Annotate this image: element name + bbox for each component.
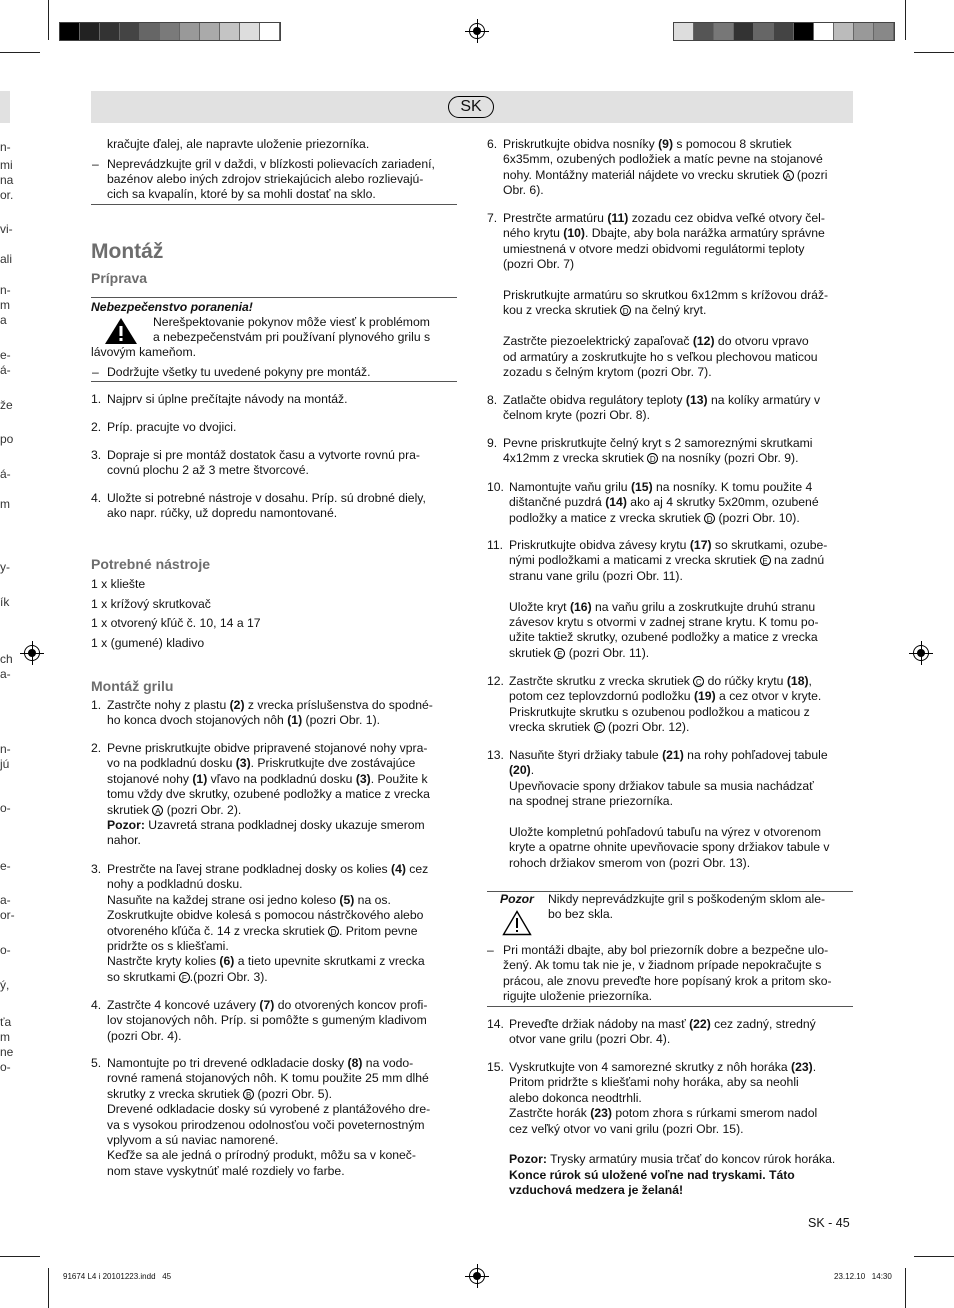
margin-fragment: a [0, 313, 7, 327]
text-line: Priskrutkujte skrutku s ozubenou podložkou a maticou z [509, 704, 810, 719]
margin-fragment: m [0, 298, 10, 312]
registration-mark-bottom [469, 1268, 485, 1284]
text-line: závesov krytu s otvormi v zadnej strane krytu. K tomu po- [509, 615, 819, 629]
text-line: (pozri Obr. 4). [107, 1028, 182, 1043]
step-number: 6. [487, 137, 498, 151]
step-number: 3. [91, 862, 102, 876]
caution-label: Pozor [500, 892, 534, 906]
text-line: Pevne priskrutkujte čelný kryt s 2 samoreznými skrutkami [503, 436, 813, 450]
subsection-title: Príprava [91, 270, 148, 286]
text-line: Namontujte vaňu grilu (15) na nosníky. K tomu použite 4 [509, 480, 813, 494]
margin-fragment: n- [0, 283, 11, 297]
text-line: 4x12mm z vrecka skrutiek D na nosníky (pozri Obr. 9). [503, 451, 799, 466]
text-line: ako napr. rúčky, už dopredu namontované. [107, 506, 338, 521]
danger-text: lávovým kameňom. [91, 345, 196, 359]
text-line: Prestrčte na ľavej strane podkladnej dosky os kolies (4) cez [107, 862, 429, 876]
text-line: 6x35mm, ozubených podložiek a matíc pevne na stojanové [503, 152, 823, 167]
margin-fragment: m [0, 1030, 10, 1044]
margin-fragment: m [0, 497, 10, 511]
caution-text: bo bez skla. [548, 907, 614, 921]
text-line: dištančné puzdrá (14) ako aj 4 skrutky 5x20mm, ozubené [509, 495, 819, 510]
text-line: Keďže sa ale jedná o prírodný produkt, môžu sa v koneč- [107, 1148, 416, 1163]
margin-fragment: or- [0, 908, 15, 922]
circled-letter: A [783, 170, 794, 181]
step-number: 15. [487, 1060, 504, 1074]
text-line: stojanové nohy (1) vľavo na podkladnú dosku (3). Použite k [107, 771, 428, 786]
bullet-dash: – [487, 943, 494, 957]
margin-fragment: mi [0, 158, 13, 172]
circled-letter: F [179, 972, 190, 983]
text-line: Zastrčte horák (23) potom zhora s rúrkami smerom nadol [509, 1106, 818, 1121]
text-line: Vyskrutkujte von 4 samorezné skrutky z nôh horáka (23). [509, 1060, 817, 1074]
text-line: podložky a matice z vrecka skrutiek D (pozri Obr. 10). [509, 510, 800, 525]
circled-letter: D [328, 926, 339, 937]
margin-fragment: že [0, 398, 13, 412]
text-line: nahor. [107, 833, 141, 848]
text-line: Pozor: Trysky armatúry musia trčať do koncov rúrok horáka. [509, 1152, 836, 1167]
subsection-title: Potrebné nástroje [91, 556, 211, 572]
bullet-dash: – [92, 365, 99, 379]
text-line: (20). [509, 763, 535, 778]
text-line: skrutiek E (pozri Obr. 11). [509, 645, 650, 660]
text-line: Nastrčte kryty kolies (6) a tieto upevnite skrutkami z vrecka [107, 954, 425, 969]
text-line: vzduchová medzera je želaná! [509, 1183, 684, 1198]
margin-fragment: vi- [0, 222, 13, 236]
divider [91, 381, 457, 382]
subsection-title: Montáž grilu [91, 678, 174, 694]
text-line: Drevené odkladacie dosky sú vyrobené z plantážového dre- [107, 1102, 431, 1117]
text-line: Pritom pridržte s kliešťami nohy horáka, aby sa neohli [509, 1075, 799, 1090]
step-number: 4. [91, 998, 102, 1012]
step-number: 7. [487, 211, 498, 225]
divider [91, 297, 457, 298]
step-number: 8. [487, 393, 498, 407]
text-line: Namontujte po tri drevené odkladacie dosky (8) na vodo- [107, 1056, 414, 1070]
text-line: Obr. 6). [503, 183, 544, 198]
text-line: ného krytu (10). Dbajte, aby bola narážka armatúry správne [503, 226, 825, 241]
danger-item: Dodržujte všetky tu uvedené pokyny pre montáž. [107, 365, 371, 379]
color-bar-left [59, 22, 281, 41]
text-line: Nasuňte na každej strane osi jedno koleso (5) na os. [107, 892, 391, 907]
text-line: zozadu s čelným krytom (pozri Obr. 7). [503, 365, 712, 379]
text-line: od armatúry a zoskrutkujte ho s veľkou plechovou maticou [503, 349, 818, 364]
text-line: Uložte kryt (16) na vaňu grilu a zoskrutkujte druhú stranu [509, 599, 816, 614]
text-line: Priskrutkujte obidva závesy krytu (17) so skrutkami, ozube- [509, 538, 828, 552]
text-line: Dopraje si pre montáž dostatok času a vytvorte rovnú pra- [107, 448, 420, 462]
text-line: cez veľký otvor vo vani grilu (pozri Obr. 15). [509, 1121, 744, 1136]
text-line: Zastrčte nohy z plastu (2) z vrecka príslušenstva do spodné- [107, 698, 433, 712]
step-number: 13. [487, 748, 504, 762]
circled-letter: B [243, 1089, 254, 1100]
margin-fragment: na [0, 173, 14, 187]
step-number: 12. [487, 674, 504, 688]
crop-mark [914, 1256, 954, 1257]
text-line: Pevne priskrutkujte obidve pripravené stojanové nohy vpra- [107, 741, 428, 755]
margin-fragment: n- [0, 140, 11, 154]
text-line: Upevňovacie spony držiakov tabule sa musia nachádzať [509, 778, 814, 793]
text-line: Uložte kompletnú pohľadovú tabuľu na výrez v otvorenom [509, 825, 821, 839]
margin-fragment: n- [0, 742, 11, 756]
intro-text: kračujte ďalej, ale napravte uloženie priezorníka. [107, 137, 370, 151]
text-line: Priskrutkujte obidva nosníky (9) s pomocou 8 skrutiek [503, 137, 792, 151]
step-number: 4. [91, 491, 102, 505]
text-line: žený. Ak tomu tak nie je, v žiadnom prípade nepokračujte s [503, 958, 822, 973]
text-line: lov stojanových nôh. Príp. si pomôžte s gumeným kladivom [107, 1013, 427, 1028]
text-line: so skrutkami F .(pozri Obr. 3). [107, 969, 268, 984]
text-line: vrecka skrutiek C (pozri Obr. 12). [509, 720, 690, 735]
text-line: pridržte os s kliešťami. [107, 939, 229, 953]
text-line: kou z vrecka skrutiek D na čelný kryt. [503, 303, 707, 318]
text-line: užite taktiež skrutky, ozubené podložky a matice z vrecka [509, 630, 818, 645]
step-number: 11. [487, 538, 504, 552]
page-number: SK - 45 [808, 1216, 850, 1230]
step-number: 2. [91, 741, 102, 755]
text-line: na spodnej strane priezorníka. [509, 794, 673, 809]
caution-icon [502, 910, 532, 936]
margin-fragment: ťa [0, 1015, 12, 1029]
text-line: Preveďte držiak nádoby na masť (22) cez zadný, stredný [509, 1017, 816, 1031]
language-badge: SK [448, 96, 494, 118]
margin-fragment: e- [0, 348, 11, 362]
margin-fragment: o- [0, 1060, 11, 1074]
text-line: otvoreného kľúča č. 14 z vrecka skrutiek D . Pritom pevne [107, 923, 418, 938]
text-line: skrutky z vrecka skrutiek B (pozri Obr. 5). [107, 1086, 333, 1101]
danger-title: Nebezpečenstvo poranenia! [91, 300, 253, 314]
margin-fragment: ali [0, 252, 13, 266]
footer-date: 23.12.10 14:30 [834, 1272, 892, 1281]
text-line: Konce rúrok sú uložené voľne nad tryskami. Táto [509, 1167, 795, 1182]
text-line: otvor vane grilu (pozri Obr. 4). [509, 1032, 671, 1047]
text-line: Zastrčte piezoelektrický zapaľovač (12) do otvoru vpravo [503, 334, 809, 349]
registration-mark-right [913, 645, 929, 661]
text-line: Priskrutkujte armatúru so skrutkou 6x12mm s krížovou dráž- [503, 288, 829, 302]
margin-fragment: jú [0, 757, 10, 771]
text-line: 1 x krížový skrutkovač [91, 596, 211, 611]
text-line: nými podložkami a maticami z vrecka skrutiek E na zadnú [509, 553, 825, 568]
text-line: nohy a podkladnú dosku. [107, 877, 243, 892]
text-line: ho konca dvoch stojanových nôh (1) (pozri Obr. 1). [107, 713, 381, 728]
text-line: Zastrčte skrutku z vrecka skrutiek C do rúčky krytu (18), [509, 674, 812, 688]
text-line: rovné ramená stojanových nôh. K tomu použite 25 mm dlhé [107, 1071, 429, 1086]
text-line: nom stave vyskytnúť malé rozdiely vo farbe. [107, 1163, 345, 1178]
step-number: 2. [91, 420, 102, 434]
text-line: 1 x otvorený kľúč č. 10, 14 a 17 [91, 616, 261, 631]
text-line: Zatlačte obidva regulátory teploty (13) na kolíky armatúry v [503, 393, 821, 407]
text-line: skrutiek A (pozri Obr. 2). [107, 802, 242, 817]
crop-mark [905, 0, 906, 40]
divider [487, 1006, 853, 1007]
margin-fragment: ý, [0, 978, 10, 992]
text-line: kryte a opatrne ohnite upevňovacie spony držiakov tabule v [509, 840, 830, 855]
step-number: 3. [91, 448, 102, 462]
step-number: 9. [487, 436, 498, 450]
text-line: Prestrčte armatúru (11) zozadu cez obidva veľké otvory čel- [503, 211, 825, 225]
color-bar-right [673, 22, 895, 41]
text-line: Pozor: Uzavretá strana podkladnej dosky ukazuje smerom [107, 818, 425, 832]
circled-letter: D [647, 453, 658, 464]
text-line: 1 x kliešte [91, 577, 146, 591]
text-line: Uložte si potrebné nástroje v dosahu. Príp. sú drobné diely, [107, 491, 426, 505]
circled-letter: E [554, 648, 565, 659]
text-line: tomu vždy dve skrutky, ozubené podložky a matice z vrecka [107, 787, 430, 802]
registration-mark-left [24, 645, 40, 661]
margin-fragment: e- [0, 859, 11, 873]
intro-text: Neprevádzkujte gril v daždi, v blízkosti polievacích zariadení, [107, 157, 435, 171]
crop-mark [914, 52, 954, 53]
crop-mark [905, 1268, 906, 1308]
margin-fragment: ne [0, 1045, 14, 1059]
text-line: Nasuňte štyri držiaky tabule (21) na rohy pohľadovej tabule [509, 748, 828, 762]
circled-letter: E [760, 555, 771, 566]
left-header-strip [0, 91, 10, 123]
circled-letter: C [693, 676, 704, 687]
step-number: 14. [487, 1017, 504, 1031]
intro-text: cich sa kvapalín, ktoré by sa mohli dostať na sklo. [107, 187, 376, 201]
text-line: (pozri Obr. 7) [503, 257, 575, 272]
margin-fragment: o- [0, 943, 11, 957]
crop-mark [48, 1268, 49, 1308]
step-number: 10. [487, 480, 504, 494]
text-line: Zastrčte 4 koncové uzávery (7) do otvorených koncov profi- [107, 998, 428, 1012]
text-line: nohy. Montážny materiál nájdete vo vrecku skrutiek A (pozri [503, 167, 828, 182]
text-line: rohoch držiakov smerom von (pozri Obr. 13). [509, 855, 751, 870]
text-line: umiestnená v otvore medzi obidvomi regulátormi teploty [503, 241, 805, 256]
text-line: prácou, ale znovu preveďte hore popísaný krok a pritom sko- [503, 973, 832, 988]
bullet-dash: – [92, 157, 99, 171]
text-line: va s vysokou prirodzenou odolnosťou voči poveternostným [107, 1117, 425, 1132]
text-line: Príp. pracujte vo dvojici. [107, 420, 237, 434]
margin-fragment: á- [0, 363, 11, 377]
text-line: alebo dokonca neodtrhli. [509, 1090, 642, 1105]
step-number: 1. [91, 392, 102, 406]
text-line: covnú plochu 2 až 3 metre štvorcové. [107, 463, 309, 478]
text-line: Zoskrutkujte obidve kolesá s pomocou nástrčkového alebo [107, 908, 424, 923]
margin-fragment: ch [0, 652, 13, 666]
registration-mark-top [469, 23, 485, 39]
margin-fragment: á- [0, 467, 11, 481]
caution-text: Nikdy neprevádzkujte gril s poškodeným sklom ale- [548, 892, 826, 906]
text-line: stranu vane grilu (pozri Obr. 11). [509, 568, 683, 583]
margin-fragment: or. [0, 188, 14, 202]
crop-mark [0, 52, 40, 53]
step-number: 5. [91, 1056, 102, 1070]
intro-text: bazénov alebo iných zdrojov striekajúcich alebo rozlievajú- [107, 172, 424, 186]
text-line: rigujte uloženie priezorníka. [503, 989, 653, 1004]
circled-letter: D [704, 513, 715, 524]
circled-letter: D [620, 305, 631, 316]
text-line: potom cez teplovzdornú podložku (19) a cez otvor v kryte. [509, 689, 822, 704]
margin-fragment: ík [0, 595, 10, 609]
text-line: čelnom kryte (pozri Obr. 8). [503, 408, 650, 423]
circled-letter: C [594, 722, 605, 733]
section-title: Montáž [91, 240, 164, 263]
crop-mark [0, 1256, 40, 1257]
danger-text: a nebezpečenstvám pri používaní plynového grilu s [153, 330, 431, 344]
margin-fragment: a- [0, 893, 11, 907]
text-line: vo na podkladnú dosku (3). Priskrutkujte dve zostávajúce [107, 756, 416, 771]
warning-icon [104, 317, 138, 345]
text-line: Pri montáži dbajte, aby bol priezorník dobre a bezpečne ulo- [503, 943, 829, 957]
footer-file: 91674 L4 i 20101223.indd 45 [63, 1272, 172, 1281]
margin-fragment: a- [0, 667, 11, 681]
divider [91, 204, 457, 205]
crop-mark [48, 0, 49, 40]
text-line: Najprv si úplne prečítajte návody na montáž. [107, 392, 348, 406]
text-line: vplyvom a sú naviac namorené. [107, 1133, 279, 1147]
circled-letter: A [152, 805, 163, 816]
margin-fragment: o- [0, 801, 11, 815]
step-number: 1. [91, 698, 102, 712]
danger-text: Nerešpektovanie pokynov môže viesť k problémom [153, 315, 430, 329]
text-line: 1 x (gumené) kladivo [91, 636, 205, 651]
margin-fragment: po [0, 432, 14, 446]
margin-fragment: y- [0, 560, 10, 574]
